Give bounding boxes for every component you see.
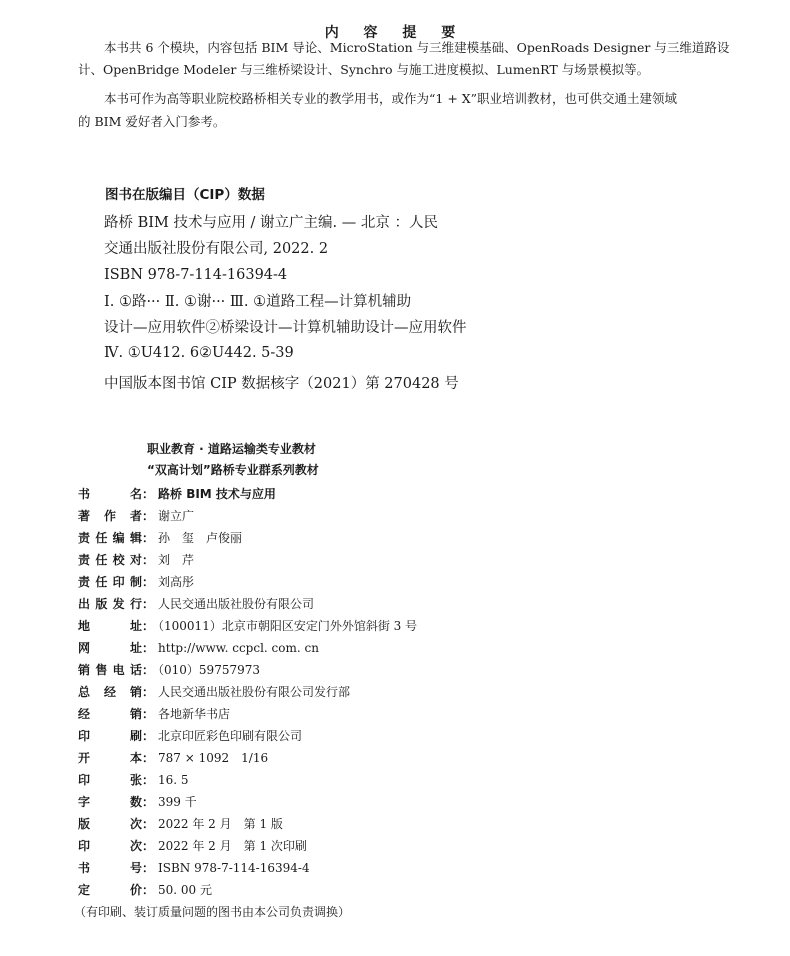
detail-row-printer: 印刷： 北京印匠彩色印刷有限公司: [78, 729, 303, 743]
detail-label: 书号: [78, 861, 142, 875]
detail-label: 印次: [78, 839, 142, 853]
series-line-2: “双高计划”路桥专业群系列教材: [147, 463, 319, 477]
detail-value: 孙 玺 卢俊丽: [158, 531, 243, 545]
detail-value: http://www. ccpcl. com. cn: [158, 641, 319, 655]
detail-row-sales-phone: 销售电话： （010）59757973: [78, 663, 260, 677]
detail-label: 责任校对: [78, 553, 142, 567]
detail-row-publisher: 出版发行： 人民交通出版社股份有限公司: [78, 597, 315, 611]
summary-para1-line2: 计、OpenBridge Modeler 与三维桥梁设计、Synchro 与施工进度模拟、LumenRT 与场景模拟等。: [78, 62, 650, 77]
detail-value: 刘高彤: [158, 575, 195, 589]
detail-value: 刘 芹: [158, 553, 195, 567]
summary-title: 内 容 提 要: [324, 25, 466, 41]
detail-row-proofreader: 责任校对： 刘 芹: [78, 553, 195, 567]
detail-value: （100011）北京市朝阳区安定门外外馆斜街 3 号: [158, 619, 418, 633]
detail-label: 字数: [78, 795, 142, 809]
cip-line-6: Ⅳ. ①U412. 6②U442. 5-39: [104, 345, 294, 361]
series-line-1: 职业教育 · 道路运输类专业教材: [147, 442, 316, 456]
detail-value: 2022 年 2 月 第 1 版: [158, 817, 283, 831]
detail-label: 印张: [78, 773, 142, 787]
cip-line-5: 设计—应用软件②桥梁设计—计算机辅助设计—应用软件: [104, 320, 467, 336]
detail-row-general-distributor: 总经销： 人民交通出版社股份有限公司发行部: [78, 685, 351, 699]
cip-heading: 图书在版编目（CIP）数据: [105, 187, 265, 203]
detail-value: 2022 年 2 月 第 1 次印刷: [158, 839, 307, 853]
detail-value: 399 千: [158, 795, 197, 809]
detail-row-format: 开本： 787 × 1092 1/16: [78, 751, 269, 765]
detail-label: 责任印制: [78, 575, 142, 589]
detail-value: 人民交通出版社股份有限公司发行部: [158, 685, 351, 699]
detail-row-website: 网址： http://www. ccpcl. com. cn: [78, 641, 319, 655]
detail-value: 北京印匠彩色印刷有限公司: [158, 729, 303, 743]
detail-row-author: 著作者： 谢立广: [78, 509, 195, 523]
detail-row-word-count: 字数： 399 千: [78, 795, 197, 809]
detail-label: 地址: [78, 619, 142, 633]
detail-row-sheets: 印张： 16. 5: [78, 773, 189, 787]
detail-label: 销售电话: [78, 663, 142, 677]
cip-line-1: 路桥 BIM 技术与应用 / 谢立广主编. — 北京 ：人民: [104, 215, 438, 231]
detail-value: 16. 5: [158, 773, 189, 787]
detail-label: 总经销: [78, 685, 142, 699]
detail-label: 版次: [78, 817, 142, 831]
detail-row-isbn: 书号： ISBN 978-7-114-16394-4: [78, 861, 310, 875]
cip-record: 中国版本图书馆 CIP 数据核字（2021）第 270428 号: [104, 376, 459, 392]
cip-line-3: ISBN 978-7-114-16394-4: [104, 267, 288, 283]
detail-label: 责任编辑: [78, 531, 142, 545]
detail-label: 著作者: [78, 509, 142, 523]
detail-label: 书名: [78, 487, 142, 501]
detail-row-title: 书名： 路桥 BIM 技术与应用: [78, 487, 276, 501]
detail-row-address: 地址： （100011）北京市朝阳区安定门外外馆斜街 3 号: [78, 619, 418, 633]
detail-label: 经销: [78, 707, 142, 721]
detail-value: 各地新华书店: [158, 707, 231, 721]
summary-para1-line1: 本书共 6 个模块，内容包括 BIM 导论、MicroStation 与三维建模基础、OpenRoads Designer 与三维道路设: [104, 40, 730, 55]
detail-label: 印刷: [78, 729, 142, 743]
detail-row-price: 定价： 50. 00 元: [78, 883, 212, 897]
detail-row-edition: 版次： 2022 年 2 月 第 1 版: [78, 817, 283, 831]
detail-row-print-supervisor: 责任印制： 刘高彤: [78, 575, 195, 589]
detail-value: ISBN 978-7-114-16394-4: [158, 861, 310, 875]
detail-value: 787 × 1092 1/16: [158, 751, 269, 765]
detail-label: 开本: [78, 751, 142, 765]
quality-note: （有印刷、装订质量问题的图书由本公司负责调换）: [74, 905, 351, 919]
detail-row-editor: 责任编辑： 孙 玺 卢俊丽: [78, 531, 243, 545]
summary-para2-line1: 本书可作为高等职业院校路桥相关专业的教学用书，或作为“1 + X”职业培训教材，也可供交通土建领域: [104, 91, 678, 106]
detail-label: 出版发行: [78, 597, 142, 611]
detail-value: 路桥 BIM 技术与应用: [158, 487, 276, 501]
detail-value: 50. 00 元: [158, 883, 212, 897]
cip-line-4: Ⅰ. ①路··· Ⅱ. ①谢··· Ⅲ. ①道路工程—计算机辅助: [104, 294, 412, 310]
summary-para2-line2: 的 BIM 爱好者入门参考。: [78, 114, 226, 129]
detail-row-distributor: 经销： 各地新华书店: [78, 707, 231, 721]
cip-line-2: 交通出版社股份有限公司, 2022. 2: [104, 241, 329, 257]
detail-value: 人民交通出版社股份有限公司: [158, 597, 315, 611]
detail-label: 网址: [78, 641, 142, 655]
detail-row-printing: 印次： 2022 年 2 月 第 1 次印刷: [78, 839, 307, 853]
detail-value: 谢立广: [158, 509, 195, 523]
detail-label: 定价: [78, 883, 142, 897]
detail-value: （010）59757973: [158, 663, 260, 677]
